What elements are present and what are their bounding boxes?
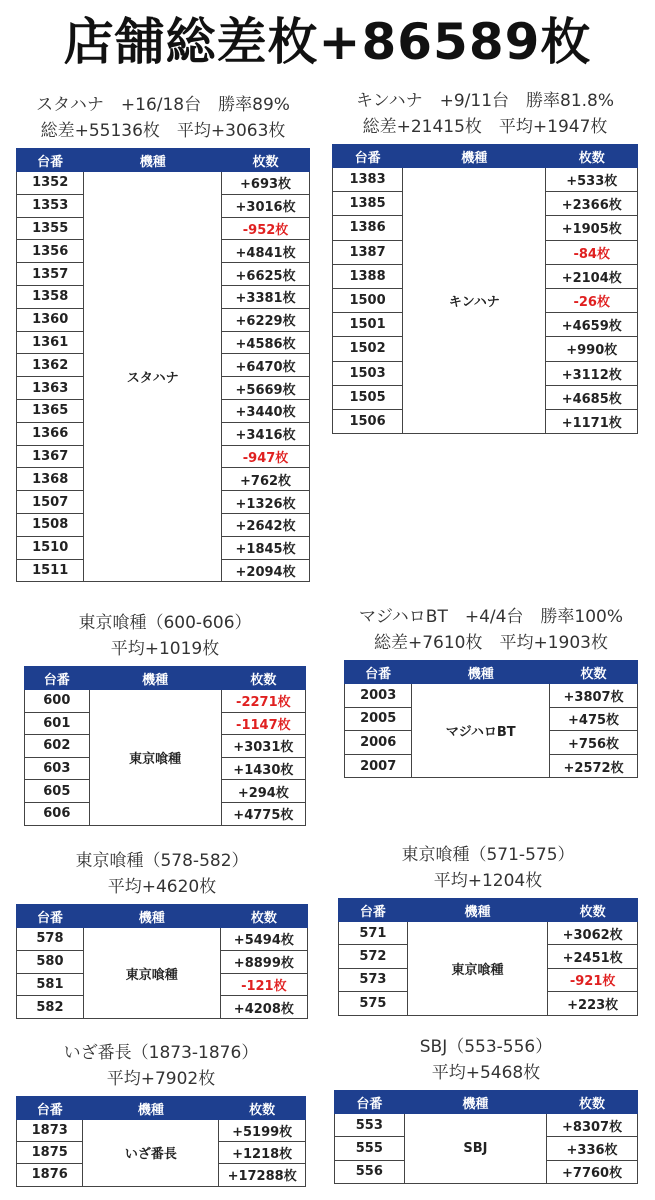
table-row [17,172,310,195]
table-header-row [17,149,310,172]
coin-difference: +475枚 [550,707,638,731]
machine-number: 1383 [333,168,403,192]
coin-difference: +3381枚 [222,285,310,308]
coin-difference: +7760枚 [547,1160,638,1183]
machine-number: 555 [335,1137,405,1160]
machine-number: 580 [17,950,84,973]
machine-number: 1507 [17,491,84,514]
column-header-model: 機種 [89,667,221,690]
coin-difference: -952枚 [222,217,310,240]
machine-number: 603 [25,757,90,780]
column-header-coins: 枚数 [546,145,638,168]
machine-number: 571 [339,922,408,945]
coin-difference: +1218枚 [219,1142,306,1164]
coin-difference: +1845枚 [222,536,310,559]
coin-difference: +4208枚 [220,996,307,1019]
coin-difference: +5199枚 [219,1120,306,1142]
machine-number: 1501 [333,313,403,337]
machine-number: 605 [25,780,90,803]
coin-difference: +4659枚 [546,313,638,337]
machine-number: 1358 [17,285,84,308]
coin-difference: +336枚 [547,1137,638,1160]
machine-number: 1366 [17,422,84,445]
coin-difference: +5494枚 [220,928,307,951]
column-header-machine-no: 台番 [17,905,84,928]
group-header-summary: 平均+5468枚 [431,1063,541,1083]
coin-difference: +2451枚 [548,945,638,968]
machine-number: 2005 [345,707,412,731]
coin-difference: +3031枚 [221,735,305,758]
group-header-title: SBJ（553-556） [419,1037,553,1057]
column-header-model: 機種 [403,145,546,168]
column-header-machine-no: 台番 [339,899,408,922]
group-kinhana [332,88,638,434]
machine-number: 1387 [333,240,403,264]
machine-number: 575 [339,992,408,1015]
table-header-row [25,667,306,690]
coin-difference: +3112枚 [546,361,638,385]
machine-number: 553 [335,1114,405,1137]
machine-table [16,1096,306,1187]
coin-difference: +1430枚 [221,757,305,780]
machine-number: 1353 [17,194,84,217]
coin-difference: +6470枚 [222,354,310,377]
column-header-machine-no: 台番 [17,149,84,172]
machine-number: 1508 [17,513,84,536]
machine-number: 1360 [17,308,84,331]
table-header-row [17,1097,306,1120]
group-sbj [334,1034,638,1184]
coin-difference: +2572枚 [550,754,638,778]
machine-number: 1352 [17,172,84,195]
machine-number: 556 [335,1160,405,1183]
column-header-model: 機種 [407,899,548,922]
machine-number: 1506 [333,409,403,433]
machine-number: 1362 [17,354,84,377]
group-tokyo-600 [24,610,306,826]
table-header-row [339,899,638,922]
model-name: キンハナ [403,168,546,434]
machine-number: 1367 [17,445,84,468]
column-header-coins: 枚数 [222,149,310,172]
column-header-machine-no: 台番 [335,1091,405,1114]
column-header-machine-no: 台番 [25,667,90,690]
coin-difference: +3440枚 [222,399,310,422]
table-row [335,1114,638,1137]
table-header-row [345,661,638,684]
page-title: 店舗総差枚+86589枚 [63,13,592,71]
machine-number: 1365 [17,399,84,422]
coin-difference: -921枚 [548,968,638,991]
machine-number: 1505 [333,385,403,409]
table-row [333,168,638,192]
model-name: マジハロBT [412,684,550,778]
machine-number: 573 [339,968,408,991]
model-name: 東京喰種 [89,690,221,826]
table-header-row [335,1091,638,1114]
coin-difference: +2366枚 [546,192,638,216]
coin-difference: -121枚 [220,973,307,996]
machine-number: 1368 [17,468,84,491]
column-header-coins: 枚数 [547,1091,638,1114]
group-header-summary: 平均+1019枚 [110,639,220,659]
group-majiharo [344,604,638,778]
coin-difference: +8307枚 [547,1114,638,1137]
machine-number: 581 [17,973,84,996]
machine-number: 1385 [333,192,403,216]
machine-number: 1876 [17,1164,83,1186]
coin-difference: +762枚 [222,468,310,491]
coin-difference: +223枚 [548,992,638,1015]
coin-difference: +2104枚 [546,264,638,288]
coin-difference: +6229枚 [222,308,310,331]
coin-difference: +3807枚 [550,684,638,708]
coin-difference: -84枚 [546,240,638,264]
column-header-coins: 枚数 [219,1097,306,1120]
group-sutahana [16,92,310,582]
machine-number: 1502 [333,337,403,361]
machine-number: 578 [17,928,84,951]
machine-table [24,666,306,826]
column-header-machine-no: 台番 [345,661,412,684]
coin-difference: +4586枚 [222,331,310,354]
machine-number: 2003 [345,684,412,708]
machine-number: 1356 [17,240,84,263]
machine-table [16,148,310,582]
machine-table [334,1090,638,1184]
table-row [17,1120,306,1142]
model-name: いざ番長 [83,1120,219,1187]
group-header-title: 東京喰種（600-606） [78,613,252,633]
machine-table [344,660,638,778]
machine-number: 1386 [333,216,403,240]
column-header-coins: 枚数 [548,899,638,922]
machine-number: 1875 [17,1142,83,1164]
coin-difference: +4775枚 [221,802,305,825]
coin-difference: +2094枚 [222,559,310,582]
group-header-summary: 平均+7902枚 [106,1069,216,1089]
table-row [25,690,306,713]
group-header-title: いざ番長（1873-1876） [63,1043,259,1063]
machine-number: 1388 [333,264,403,288]
machine-number: 1357 [17,263,84,286]
group-header-summary: 総差+55136枚 平均+3063枚 [40,121,286,141]
coin-difference: +1905枚 [546,216,638,240]
table-row [345,684,638,708]
group-header-summary: 総差+7610枚 平均+1903枚 [373,633,608,653]
column-header-model: 機種 [84,149,222,172]
machine-number: 1503 [333,361,403,385]
coin-difference: -947枚 [222,445,310,468]
coin-difference: +990枚 [546,337,638,361]
column-header-model: 機種 [83,905,220,928]
machine-number: 2007 [345,754,412,778]
machine-number: 602 [25,735,90,758]
group-header-summary: 平均+1204枚 [433,871,543,891]
machine-number: 601 [25,712,90,735]
coin-difference: +1326枚 [222,491,310,514]
machine-number: 1355 [17,217,84,240]
coin-difference: +5669枚 [222,377,310,400]
group-header-summary: 平均+4620枚 [107,877,217,897]
machine-number: 1500 [333,288,403,312]
coin-difference: +4685枚 [546,385,638,409]
column-header-machine-no: 台番 [17,1097,83,1120]
coin-difference: +3062枚 [548,922,638,945]
coin-difference: +756枚 [550,731,638,755]
coin-difference: +693枚 [222,172,310,195]
table-row [17,928,308,951]
machine-number: 1510 [17,536,84,559]
group-tokyo-571 [338,842,638,1016]
group-header-title: マジハロBT +4/4台 勝率100% [358,607,624,627]
machine-table [332,144,638,434]
coin-difference: +294枚 [221,780,305,803]
column-header-coins: 枚数 [220,905,307,928]
coin-difference: -2271枚 [221,690,305,713]
coin-difference: -26枚 [546,288,638,312]
column-header-coins: 枚数 [550,661,638,684]
machine-table [338,898,638,1016]
group-header-title: キンハナ +9/11台 勝率81.8% [355,91,615,111]
machine-number: 606 [25,802,90,825]
coin-difference: +3416枚 [222,422,310,445]
column-header-model: 機種 [83,1097,219,1120]
table-row [339,922,638,945]
machine-number: 582 [17,996,84,1019]
column-header-model: 機種 [404,1091,546,1114]
model-name: 東京喰種 [407,922,548,1016]
machine-number: 1511 [17,559,84,582]
coin-difference: +6625枚 [222,263,310,286]
group-header-title: 東京喰種（571-575） [401,845,575,865]
machine-number: 1873 [17,1120,83,1142]
machine-number: 2006 [345,731,412,755]
group-header-summary: 総差+21415枚 平均+1947枚 [362,117,608,137]
coin-difference: +8899枚 [220,950,307,973]
coin-difference: +1171枚 [546,409,638,433]
group-header-title: 東京喰種（578-582） [75,851,249,871]
coin-difference: +533枚 [546,168,638,192]
model-name: 東京喰種 [83,928,220,1019]
machine-number: 1363 [17,377,84,400]
machine-number: 600 [25,690,90,713]
machine-table [16,904,308,1019]
column-header-machine-no: 台番 [333,145,403,168]
coin-difference: +17288枚 [219,1164,306,1186]
coin-difference: +4841枚 [222,240,310,263]
group-tokyo-578 [16,848,308,1019]
column-header-coins: 枚数 [221,667,305,690]
model-name: スタハナ [84,172,222,582]
coin-difference: -1147枚 [221,712,305,735]
coin-difference: +2642枚 [222,513,310,536]
column-header-model: 機種 [412,661,550,684]
model-name: SBJ [404,1114,546,1184]
group-izabancho [16,1040,306,1187]
table-header-row [333,145,638,168]
group-header-title: スタハナ +16/18台 勝率89% [36,95,290,115]
table-header-row [17,905,308,928]
coin-difference: +3016枚 [222,194,310,217]
machine-number: 1361 [17,331,84,354]
machine-number: 572 [339,945,408,968]
